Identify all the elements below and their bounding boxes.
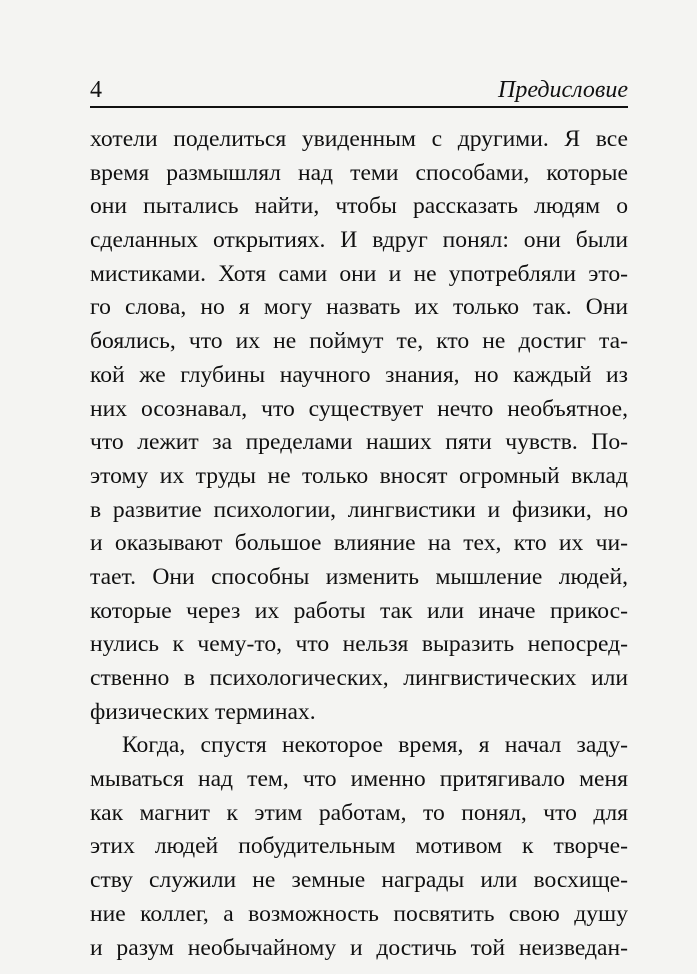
text-line: них осознавал, что существует нечто необъятное,: [90, 395, 628, 422]
paragraph-last-line: физических терминах.: [90, 698, 316, 725]
text-line: как магнит к этим работам, то понял, что для: [90, 799, 628, 826]
text-line: мываться над тем, что именно притягивало меня: [90, 766, 628, 793]
text-line: и разум необычайному и достичь той неизведан-: [90, 934, 628, 961]
body-text: [90, 123, 628, 965]
text-line: кой же глубины научного знания, но каждый из: [90, 361, 628, 388]
text-line: ству служили не земные награды или восхище-: [90, 867, 628, 894]
text-line: ние коллег, а возможность посвятить свою душу: [90, 900, 628, 927]
text-line: тает. Они способны изменить мышление людей,: [90, 563, 628, 590]
text-line: мистиками. Хотя сами они и не употребляли это-: [90, 260, 628, 287]
page-number: 4: [90, 77, 102, 103]
text-line: этих людей побудительным мотивом к творче-: [90, 833, 628, 860]
text-line: го слова, но я могу назвать их только так. Они: [90, 294, 628, 321]
text-line: хотели поделиться увиденным с другими. Я все: [90, 126, 628, 152]
text-line: они пытались найти, чтобы рассказать людям о: [90, 193, 628, 220]
paragraph-first-line: Когда, спустя некоторое время, я начал заду-: [122, 732, 628, 759]
text-line: нулись к чему-то, что нельзя выразить непосред-: [90, 631, 628, 658]
text-line: которые через их работы так или иначе прикос-: [90, 597, 628, 624]
book-page: [90, 74, 628, 965]
text-line: в развитие психологии, лингвистики и физики, но: [90, 496, 628, 523]
section-title: Предисловие: [497, 77, 628, 103]
text-line: этому их труды не только вносят огромный вклад: [90, 462, 628, 489]
text-line: сделанных открытиях. И вдруг понял: они были: [90, 227, 628, 254]
text-line: боялись, что их не поймут те, кто не достиг та-: [90, 328, 628, 355]
text-line: что лежит за пределами наших пяти чувств. По-: [90, 429, 628, 456]
text-line: и оказывают большое влияние на тех, кто их чи-: [90, 530, 628, 557]
text-line: ственно в психологических, лингвистических или: [90, 665, 628, 691]
running-header: [90, 74, 628, 108]
text-line: время размышлял над теми способами, которые: [90, 159, 628, 186]
